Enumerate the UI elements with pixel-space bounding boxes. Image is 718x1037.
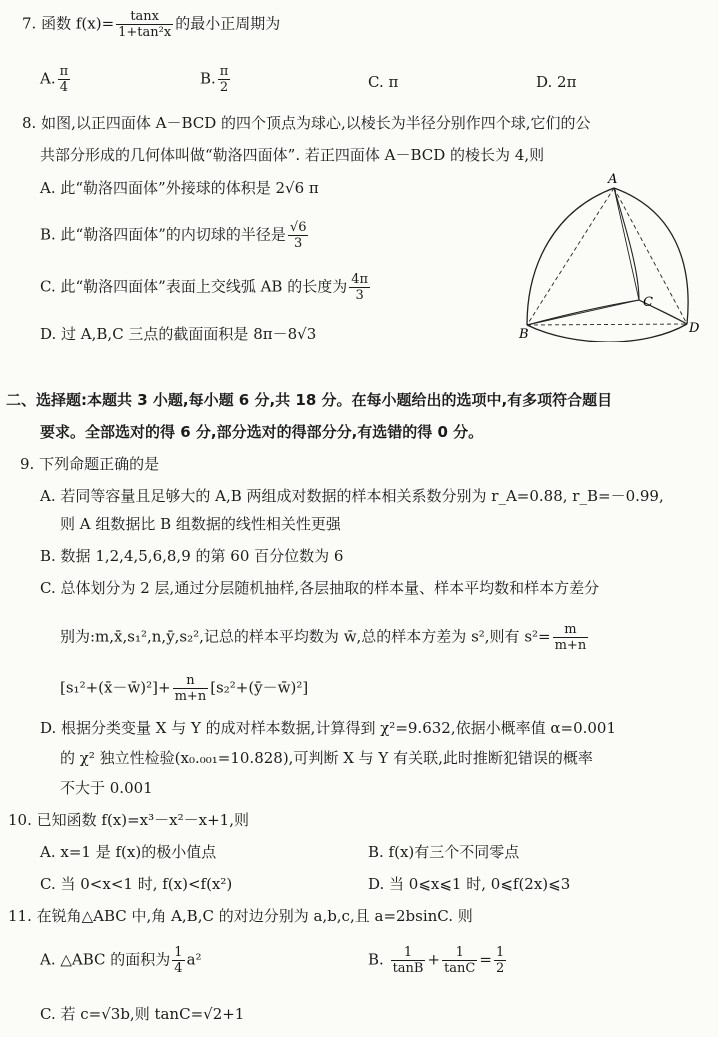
q8-b-text: B. 此“勒洛四面体”的内切球的半径是 bbox=[40, 225, 286, 244]
q9-c2-text: 别为:m,x̄,s₁²,n,ȳ,s₂²,记总的样本平均数为 w̄,总的样本方差为 s²,则有 s²= bbox=[60, 627, 551, 646]
q8-option-a: A. 此“勒洛四面体”外接球的体积是 2√6 π bbox=[40, 179, 319, 197]
q11-option-b bbox=[368, 945, 508, 976]
q7-c-label: C. bbox=[368, 73, 384, 91]
q11-b-label: B. bbox=[368, 950, 384, 969]
q11-b-n3: 1 bbox=[495, 945, 505, 960]
q8-c-num: 4π bbox=[351, 272, 369, 287]
q7-a-num: π bbox=[59, 64, 69, 79]
q7-a-den: 4 bbox=[59, 80, 69, 95]
q10-option-d: D. 当 0⩽x⩽1 时, 0⩽f(2x)⩽3 bbox=[368, 875, 571, 893]
vertex-label-a: A bbox=[608, 172, 618, 187]
edge-b-c bbox=[527, 300, 639, 325]
q7-b-label: B. bbox=[200, 69, 216, 88]
q9-c3-num: n bbox=[173, 673, 209, 689]
q9-c2-frac bbox=[553, 622, 589, 653]
edge-a-c bbox=[614, 188, 639, 300]
arc-b-d bbox=[527, 324, 687, 342]
q10-option-b: B. f(x)有三个不同零点 bbox=[368, 843, 520, 861]
q11-b-n1: 1 bbox=[391, 945, 426, 961]
q9-stem: 9. 下列命题正确的是 bbox=[20, 455, 160, 473]
q11-b-frac-2 bbox=[442, 945, 477, 976]
q7-b-frac bbox=[218, 64, 231, 95]
q7-option-c bbox=[368, 72, 398, 92]
vertex-label-b: B bbox=[519, 327, 529, 342]
q9-option-d-line-2: 的 χ² 独立性检验(x₀.₀₀₁=10.828),可判断 X 与 Y 有关联,此时推断犯错误的概率 bbox=[60, 749, 593, 767]
q11-b-plus: + bbox=[427, 950, 441, 969]
q8-b-den: 3 bbox=[294, 236, 303, 251]
vertex-label-c: C bbox=[643, 295, 653, 310]
q11-b-frac-3 bbox=[494, 945, 506, 976]
q11-a-frac bbox=[172, 945, 184, 976]
q9-option-c-line-3 bbox=[60, 673, 308, 704]
q8-line-2: 共部分形成的几何体叫做“勒洛四面体”. 若正四面体 A－BCD 的棱长为 4,则 bbox=[40, 146, 545, 164]
q9-option-a-line-1: A. 若同等容量且足够大的 A,B 两组成对数据的样本相关系数分别为 r_A=0.88, r_B=－0.99, bbox=[40, 487, 664, 505]
q7-frac-den: 1+tan²x bbox=[118, 25, 172, 40]
reuleaux-tetrahedron-figure bbox=[515, 172, 705, 342]
edge-b-d bbox=[527, 324, 687, 325]
q9-c3-den: m+n bbox=[174, 689, 207, 704]
q8-option-b bbox=[40, 220, 310, 251]
q11-stem: 11. 在锐角△ABC 中,角 A,B,C 的对边分别为 a,b,c,且 a=2bsinC. 则 bbox=[8, 907, 473, 925]
q11-b-n2: 1 bbox=[442, 945, 477, 961]
q7-suffix: 的最小正周期为 bbox=[175, 14, 281, 33]
q8-c-frac bbox=[349, 272, 370, 303]
q8-b-num: √6 bbox=[289, 220, 307, 235]
q11-b-eq: = bbox=[479, 950, 492, 969]
q11-option-c: C. 若 c=√3b,则 tanC=√2+1 bbox=[40, 1005, 245, 1023]
q7-fraction bbox=[116, 9, 173, 40]
q11-a-text: A. △ABC 的面积为 bbox=[40, 950, 171, 969]
q9-option-c-line-1: C. 总体划分为 2 层,通过分层随机抽样,各层抽取的样本量、样本平均数和样本方差分 bbox=[40, 579, 600, 597]
q9-c2-den: m+n bbox=[554, 638, 587, 653]
q7-option-d bbox=[536, 72, 576, 92]
q10-stem: 10. 已知函数 f(x)=x³－x²－x+1,则 bbox=[8, 811, 249, 829]
q10-option-c: C. 当 0<x<1 时, f(x)<f(x²) bbox=[40, 875, 233, 893]
q11-a-num: 1 bbox=[174, 945, 183, 960]
q11-a-den: 4 bbox=[174, 961, 183, 976]
q8-option-d: D. 过 A,B,C 三点的截面面积是 8π－8√3 bbox=[40, 325, 317, 343]
q8-c-text: C. 此“勒洛四面体”表面上交线弧 AB 的长度为 bbox=[40, 277, 348, 296]
q9-c2-num: m bbox=[553, 622, 589, 638]
q10-option-a: A. x=1 是 f(x)的极小值点 bbox=[40, 843, 217, 861]
q7-d-text: 2π bbox=[557, 73, 577, 91]
q11-option-a bbox=[40, 945, 202, 976]
section-2-line-1: 二、选择题:本题共 3 小题,每小题 6 分,共 18 分。在每小题给出的选项中,有多项符合题目 bbox=[6, 391, 613, 409]
q9-option-a-line-2: 则 A 组数据比 B 组数据的线性相关性更强 bbox=[60, 515, 341, 533]
q8-b-frac bbox=[288, 220, 309, 251]
section-2-line-2: 要求。全部选对的得 6 分,部分选对的得部分分,有选错的得 0 分。 bbox=[40, 423, 484, 441]
q7-prefix: 7. 函数 f(x)= bbox=[22, 14, 115, 33]
q9-option-c-line-2 bbox=[60, 622, 590, 653]
q7-frac-num: tanx bbox=[116, 9, 173, 25]
vertex-label-d: D bbox=[689, 321, 700, 336]
q7-a-frac bbox=[58, 64, 71, 95]
q7-stem bbox=[22, 9, 280, 40]
q8-line-1: 8. 如图,以正四面体 A－BCD 的四个顶点为球心,以棱长为半径分别作四个球,它们的公 bbox=[22, 114, 591, 132]
q7-b-den: 2 bbox=[219, 80, 229, 95]
q11-b-frac-1 bbox=[391, 945, 426, 976]
q11-b-d2: tanC bbox=[444, 961, 476, 976]
q9-option-d-line-1: D. 根据分类变量 X 与 Y 的成对样本数据,计算得到 χ²=9.632,依据小概率值 α=0.001 bbox=[40, 719, 617, 737]
q11-b-d1: tanB bbox=[392, 961, 424, 976]
q11-b-d3: 2 bbox=[495, 961, 505, 976]
q11-a-post: a² bbox=[186, 950, 202, 969]
q9-option-d-line-3: 不大于 0.001 bbox=[60, 779, 153, 797]
q9-c3-pre: [s₁²+(x̄－w̄)²]+ bbox=[60, 678, 171, 697]
q7-c-text: π bbox=[388, 73, 399, 91]
q7-option-b bbox=[200, 64, 232, 95]
q7-a-label: A. bbox=[40, 69, 56, 88]
q7-b-num: π bbox=[219, 64, 229, 79]
q8-c-den: 3 bbox=[355, 288, 364, 303]
q9-c3-post: [s₂²+(ȳ－w̄)²] bbox=[210, 678, 309, 697]
q7-d-label: D. bbox=[536, 73, 553, 91]
q7-option-a bbox=[40, 64, 72, 95]
q9-option-b: B. 数据 1,2,4,5,6,8,9 的第 60 百分位数为 6 bbox=[40, 547, 344, 565]
q8-option-c bbox=[40, 272, 372, 303]
q9-c3-frac bbox=[173, 673, 209, 704]
